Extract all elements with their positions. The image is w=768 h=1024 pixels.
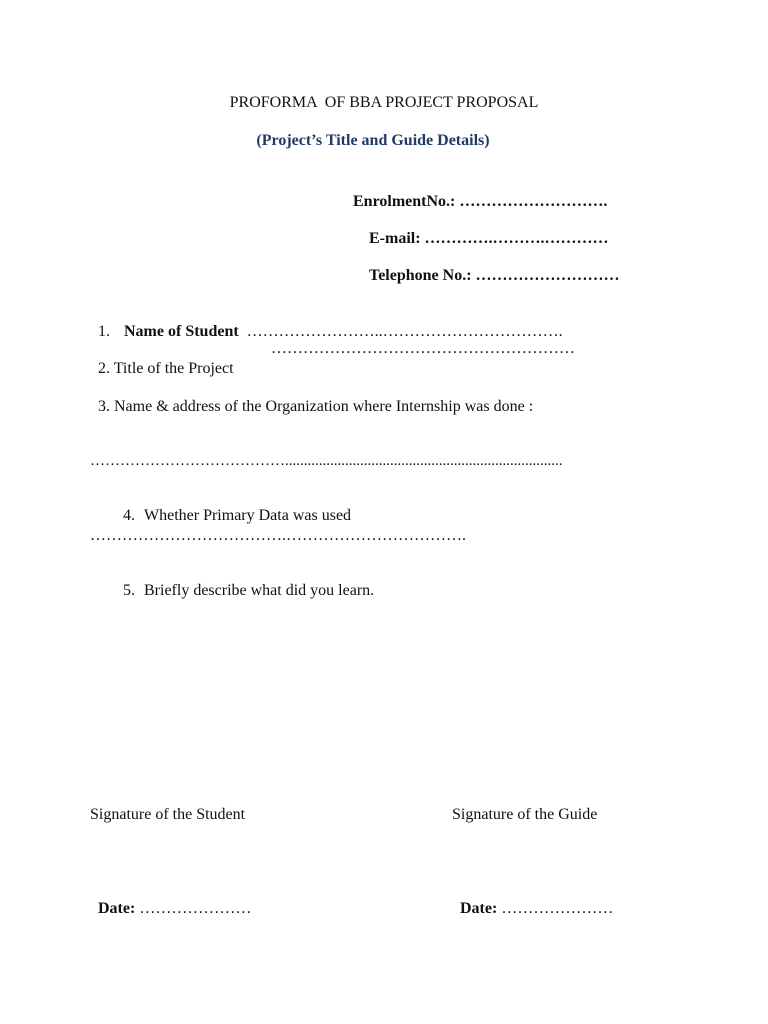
primary-data-label: Whether Primary Data was used [144, 507, 352, 524]
organization-label: Name & address of the Organization where Internship was done : [114, 398, 534, 415]
date-label: Date: [98, 900, 136, 917]
primary-data-item [115, 486, 351, 526]
telephone-field: Telephone No.: ……………………… [369, 267, 620, 284]
project-title-blank: ………………………………………………… [271, 340, 575, 357]
student-name-label: Name of Student [124, 323, 239, 340]
student-signature-label: Signature of the Student [90, 806, 246, 823]
organization-item [90, 377, 533, 417]
student-date-field [90, 879, 251, 919]
form-subtitle: (Project’s Title and Guide Details) [256, 132, 490, 149]
guide-signature-label: Signature of the Guide [452, 806, 598, 823]
date-blank: ………………… [135, 900, 252, 917]
form-title: PROFORMA OF BBA PROJECT PROPOSAL [229, 94, 539, 111]
enrolment-number-field: EnrolmentNo.: ………………………. [353, 193, 608, 210]
item-number: 1. [98, 323, 110, 340]
organization-blank: ………………………………….......................................................................... [90, 453, 563, 469]
item-number: 5. [123, 582, 135, 599]
email-field: E-mail: ………….……….………… [369, 230, 609, 247]
project-title-label: Title of the Project [113, 360, 234, 377]
item-number: 4. [123, 507, 135, 524]
item-number: 2. [98, 360, 110, 377]
item-number: 3. [98, 398, 110, 415]
learning-item [115, 561, 374, 601]
guide-date-field [452, 879, 613, 919]
student-name-blank: ……………………..……………………………. [238, 323, 563, 340]
learning-label: Briefly describe what did you learn. [144, 582, 375, 599]
student-name-item [90, 302, 563, 342]
date-label: Date: [460, 900, 498, 917]
primary-data-blank: ……………………………….……………………………. [90, 527, 466, 544]
date-blank: ………………… [497, 900, 614, 917]
